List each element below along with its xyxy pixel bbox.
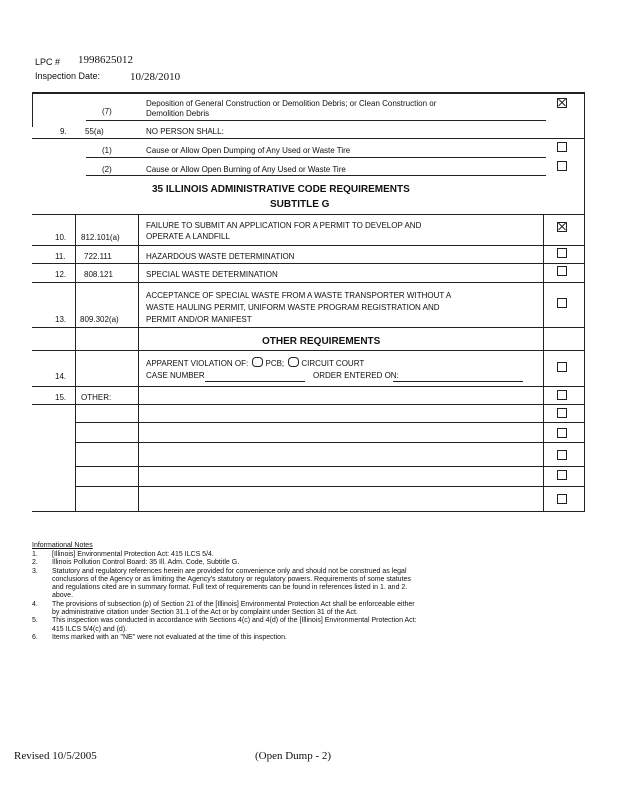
- row-10-checkbox[interactable]: [557, 222, 567, 232]
- row-12-text: SPECIAL WASTE DETERMINATION: [146, 270, 278, 279]
- row-9-1-checkbox[interactable]: [557, 142, 567, 152]
- page-label: (Open Dump - 2): [255, 750, 332, 762]
- row-10-code: 812.101(a): [81, 233, 120, 242]
- inspection-date-label: Inspection Date:: [35, 71, 101, 81]
- circuit-court-radio[interactable]: [288, 357, 299, 367]
- row-10-text-2: OPERATE A LANDFILL: [146, 232, 230, 241]
- apparent-violation-label: APPARENT VIOLATION OF:: [146, 359, 249, 368]
- row-9-number: 9.: [60, 127, 67, 136]
- pcb-label: PCB;: [265, 359, 285, 368]
- case-number-label: CASE NUMBER: [146, 371, 205, 380]
- row-9-1-text: Cause or Allow Open Dumping of Any Used or Waste Tire: [146, 146, 351, 155]
- row-13-code: 809.302(a): [80, 315, 119, 324]
- row-7-text-2: Demolition Debris: [146, 109, 210, 118]
- row-12-number: 12.: [55, 270, 67, 279]
- row-9-2-text: Cause or Allow Open Burning of Any Used or Waste Tire: [146, 165, 346, 174]
- row-13-text-1: ACCEPTANCE OF SPECIAL WASTE FROM A WASTE TRANSPORTER WITHOUT A: [146, 291, 452, 300]
- circuit-court-label: CIRCUIT COURT: [301, 359, 365, 368]
- lpc-label: LPC #: [35, 57, 61, 67]
- blank-row-1-checkbox[interactable]: [557, 408, 567, 418]
- blank-row-2-checkbox[interactable]: [557, 428, 567, 438]
- blank-row-5-checkbox[interactable]: [557, 494, 567, 504]
- section-35-subtitle: SUBTITLE G: [270, 199, 330, 210]
- row-11-text: HAZARDOUS WASTE DETERMINATION: [146, 252, 295, 261]
- row-11-number: 11.: [55, 252, 66, 261]
- row-10-number: 10.: [55, 233, 67, 242]
- row-14-checkbox[interactable]: [557, 362, 567, 372]
- lpc-value: 1998625012: [78, 54, 133, 66]
- notes-heading: Informational Notes: [32, 542, 93, 549]
- row-9-2-checkbox[interactable]: [557, 161, 567, 171]
- row-15-number: 15.: [55, 393, 67, 402]
- row-13-text-3: PERMIT AND/OR MANIFEST: [146, 315, 252, 324]
- revised-date: Revised 10/5/2005: [14, 750, 97, 762]
- row-12-code: 808.121: [84, 270, 113, 279]
- row-14-number: 14.: [55, 372, 67, 381]
- row-11-code: 722.111: [84, 252, 112, 261]
- blank-row-3-checkbox[interactable]: [557, 450, 567, 460]
- row-9-text: NO PERSON SHALL:: [146, 127, 224, 136]
- case-number-line: [205, 381, 305, 382]
- row-10-text-1: FAILURE TO SUBMIT AN APPLICATION FOR A PERMIT TO DEVELOP AND: [146, 221, 422, 230]
- pcb-radio[interactable]: [252, 357, 263, 367]
- row-9-2-code: (2): [102, 165, 112, 174]
- row-13-checkbox[interactable]: [557, 298, 567, 308]
- order-entered-line: [393, 381, 523, 382]
- row-13-number: 13.: [55, 315, 67, 324]
- order-entered-label: ORDER ENTERED ON:: [313, 371, 399, 380]
- section-35-title: 35 ILLINOIS ADMINISTRATIVE CODE REQUIREMENTS: [152, 184, 410, 195]
- row-7-code: (7): [102, 107, 112, 116]
- row-15-label: OTHER:: [81, 393, 112, 402]
- row-15-checkbox[interactable]: [557, 390, 567, 400]
- blank-row-4-checkbox[interactable]: [557, 470, 567, 480]
- row-13-text-2: WASTE HAULING PERMIT, UNIFORM WASTE PROGRAM REGISTRATION AND: [146, 303, 440, 312]
- row-12-checkbox[interactable]: [557, 266, 567, 276]
- row-7-text-1: Deposition of General Construction or Demolition Debris; or Clean Construction or: [146, 99, 437, 108]
- row-9-code: 55(a): [85, 127, 104, 136]
- row-7-checkbox[interactable]: [557, 98, 567, 108]
- other-requirements-title: OTHER REQUIREMENTS: [262, 336, 381, 347]
- inspection-date-value: 10/28/2010: [130, 71, 181, 83]
- row-9-1-code: (1): [102, 146, 112, 155]
- row-14-line-1: [146, 357, 364, 368]
- row-11-checkbox[interactable]: [557, 248, 567, 258]
